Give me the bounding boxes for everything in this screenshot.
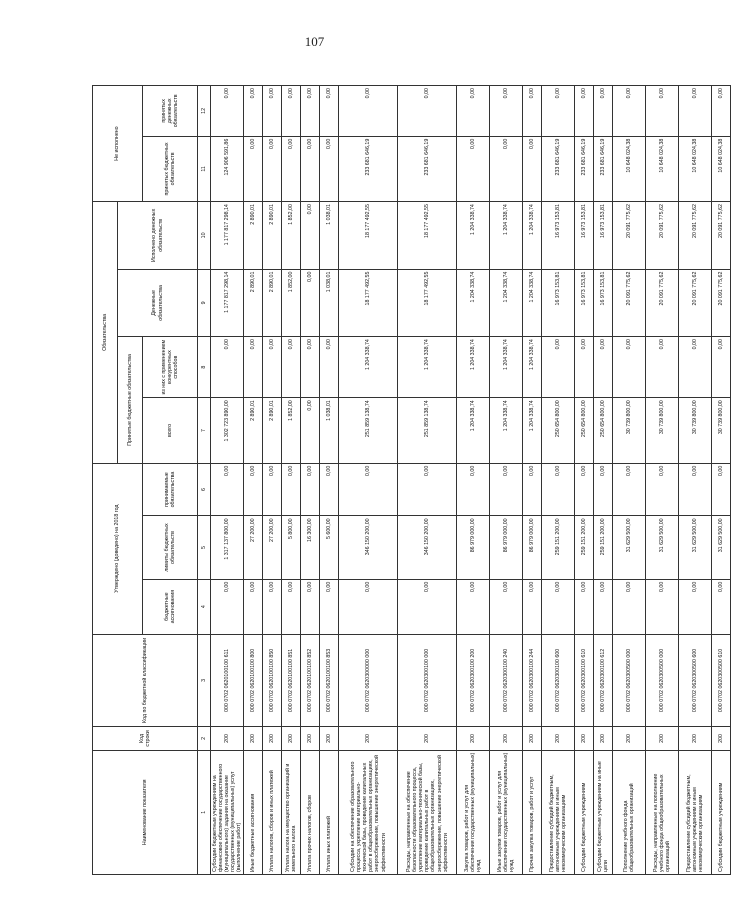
cell-competitive: 0,00 [575, 337, 594, 398]
report-table-wrapper [92, 85, 725, 875]
cell-not-executed-budget: 10 648 024,38 [646, 136, 679, 201]
row-classification: 000 0702 0620300100 000 [398, 634, 457, 727]
cell-competitive: 1 204 338,74 [398, 337, 457, 398]
cell-monetary: 2 890,01 [263, 269, 282, 337]
row-name: Закупка товаров, работ и услуг для обеспечения государственных (муниципальных) нужд [457, 750, 490, 874]
cell-not-executed-budget: 233 681 646,19 [594, 136, 613, 201]
cell-monetary: 0,00 [301, 269, 320, 337]
cell-total: 0,00 [301, 398, 320, 463]
row-name: Субсидии бюджетным учреждениям на финансовое обеспечение государственного (муниципального) задания на оказание государственных (муниципальных) услуг (выполнение работ) [211, 750, 244, 874]
cell-monetary: 1 204 338,74 [490, 269, 523, 337]
row-code: 200 [282, 727, 301, 750]
cell-budget-allocations: 0,00 [613, 579, 646, 634]
row-classification: 000 0702 0620100100 800 [244, 634, 263, 727]
cell-not-executed-budget: 0,00 [244, 136, 263, 201]
row-classification: 000 0702 0620100100 853 [320, 634, 339, 727]
row-code: 200 [244, 727, 263, 750]
cell-monetary: 1 204 338,74 [457, 269, 490, 337]
cell-accepted-obligations: 0,00 [301, 463, 320, 516]
row-name: Предоставление субсидий бюджетным, автономным учреждениям и иным некоммерческим организациям [542, 750, 575, 874]
cell-limits: 86 979 000,00 [490, 516, 523, 579]
cell-not-executed-monetary: 0,00 [490, 86, 523, 137]
header-accepted-budget-obl: принятых бюджетных обязательств [143, 136, 198, 201]
cell-not-executed-budget: 10 648 024,38 [613, 136, 646, 201]
cell-accepted-obligations: 0,00 [594, 463, 613, 516]
cell-competitive: 1 204 338,74 [339, 337, 398, 398]
row-name: Субсидии бюджетным учреждениям [575, 750, 594, 874]
row-classification: 000 0702 0620300500 000 [613, 634, 646, 727]
cell-not-executed-monetary: 0,00 [523, 86, 542, 137]
cell-competitive: 0,00 [244, 337, 263, 398]
cell-limits: 5 800,00 [282, 516, 301, 579]
cell-budget-allocations: 0,00 [282, 579, 301, 634]
table-body [211, 86, 731, 875]
cell-competitive: 0,00 [301, 337, 320, 398]
cell-execution: 18 177 492,55 [339, 202, 398, 270]
cell-not-executed-budget: 0,00 [523, 136, 542, 201]
cell-not-executed-monetary: 0,00 [679, 86, 712, 137]
rotated-table-container [92, 85, 725, 875]
cell-not-executed-budget: 233 681 646,19 [339, 136, 398, 201]
cell-competitive: 0,00 [263, 337, 282, 398]
column-number: 11 [198, 136, 211, 201]
cell-not-executed-monetary: 0,00 [339, 86, 398, 137]
table-row [282, 86, 301, 875]
cell-limits: 31 629 500,00 [646, 516, 679, 579]
column-number: 8 [198, 337, 211, 398]
cell-monetary: 1 204 338,74 [523, 269, 542, 337]
cell-execution: 16 973 153,81 [575, 202, 594, 270]
table-header [93, 86, 211, 875]
header-approved-group: Утверждено (доведено) на 2018 год [93, 463, 143, 634]
column-number-row [198, 86, 211, 875]
cell-accepted-obligations: 0,00 [613, 463, 646, 516]
cell-budget-allocations: 0,00 [211, 579, 244, 634]
row-classification: 000 0702 0620300500 000 [646, 634, 679, 727]
row-code: 200 [594, 727, 613, 750]
cell-not-executed-monetary: 0,00 [320, 86, 339, 137]
cell-accepted-obligations: 0,00 [490, 463, 523, 516]
cell-execution: 20 091 775,62 [679, 202, 712, 270]
page-number: 107 [304, 34, 325, 49]
cell-competitive: 0,00 [679, 337, 712, 398]
cell-not-executed-monetary: 0,00 [594, 86, 613, 137]
cell-accepted-obligations: 0,00 [282, 463, 301, 516]
cell-total: 250 654 800,00 [594, 398, 613, 463]
cell-total: 2 890,01 [244, 398, 263, 463]
cell-total: 250 654 800,00 [542, 398, 575, 463]
cell-budget-allocations: 0,00 [712, 579, 731, 634]
cell-budget-allocations: 0,00 [244, 579, 263, 634]
cell-competitive: 0,00 [320, 337, 339, 398]
row-classification: 000 0702 0620300100 200 [457, 634, 490, 727]
cell-limits: 346 150 200,00 [398, 516, 457, 579]
cell-budget-allocations: 0,00 [646, 579, 679, 634]
header-name: Наименование показателя [93, 750, 198, 874]
header-accepted-budget-group: Принятые бюджетные обязательства [118, 337, 143, 464]
row-classification: 000 0702 0620300100 240 [490, 634, 523, 727]
row-name: Расходы, направленные на пополнение учебного фонда общеобразовательных организаций [646, 750, 679, 874]
cell-execution: 20 091 775,62 [712, 202, 731, 270]
row-code: 200 [211, 727, 244, 750]
cell-accepted-obligations: 0,00 [457, 463, 490, 516]
column-number: 4 [198, 579, 211, 634]
cell-execution: 0,00 [301, 202, 320, 270]
row-name: Предоставление субсидий бюджетным, автономным учреждениям и иным некоммерческим организациям [679, 750, 712, 874]
cell-accepted-obligations: 0,00 [542, 463, 575, 516]
table-row [679, 86, 712, 875]
table-row [523, 86, 542, 875]
cell-budget-allocations: 0,00 [457, 579, 490, 634]
cell-execution: 16 973 153,81 [594, 202, 613, 270]
cell-not-executed-monetary: 0,00 [282, 86, 301, 137]
cell-not-executed-budget: 0,00 [301, 136, 320, 201]
column-number: 10 [198, 202, 211, 270]
cell-budget-allocations: 0,00 [301, 579, 320, 634]
cell-monetary: 16 973 153,81 [594, 269, 613, 337]
cell-total: 1 204 338,74 [457, 398, 490, 463]
cell-not-executed-monetary: 0,00 [457, 86, 490, 137]
table-row [244, 86, 263, 875]
column-number: 6 [198, 463, 211, 516]
cell-monetary: 16 973 153,81 [542, 269, 575, 337]
cell-total: 1 204 338,74 [490, 398, 523, 463]
row-name: Уплата налогов, сборов и иных платежей [263, 750, 282, 874]
cell-total: 1 852,00 [282, 398, 301, 463]
cell-monetary: 1 852,00 [282, 269, 301, 337]
header-total: всего [143, 398, 198, 463]
cell-monetary: 18 177 492,55 [398, 269, 457, 337]
table-row [575, 86, 594, 875]
cell-total: 2 890,01 [263, 398, 282, 463]
table-row [613, 86, 646, 875]
cell-not-executed-monetary: 0,00 [301, 86, 320, 137]
cell-not-executed-budget: 0,00 [263, 136, 282, 201]
cell-limits: 5 600,00 [320, 516, 339, 579]
cell-not-executed-monetary: 0,00 [613, 86, 646, 137]
row-classification: 000 0702 0620300500 610 [712, 634, 731, 727]
cell-budget-allocations: 0,00 [542, 579, 575, 634]
cell-accepted-obligations: 0,00 [263, 463, 282, 516]
cell-not-executed-budget: 0,00 [490, 136, 523, 201]
cell-not-executed-budget: 124 906 591,86 [211, 136, 244, 201]
cell-not-executed-budget: 10 648 024,38 [712, 136, 731, 201]
row-code: 200 [490, 727, 523, 750]
cell-budget-allocations: 0,00 [523, 579, 542, 634]
cell-competitive: 0,00 [542, 337, 575, 398]
cell-limits: 346 150 200,00 [339, 516, 398, 579]
row-code: 200 [679, 727, 712, 750]
cell-limits: 27 200,00 [244, 516, 263, 579]
table-row [320, 86, 339, 875]
cell-total: 250 654 800,00 [575, 398, 594, 463]
row-classification: 000 0702 0620300100 600 [542, 634, 575, 727]
cell-budget-allocations: 0,00 [339, 579, 398, 634]
table-row [646, 86, 679, 875]
cell-competitive: 0,00 [211, 337, 244, 398]
cell-accepted-obligations: 0,00 [320, 463, 339, 516]
header-classification: Код по бюджетной классификации [93, 634, 198, 727]
cell-execution: 16 973 153,81 [542, 202, 575, 270]
cell-competitive: 0,00 [613, 337, 646, 398]
cell-total: 1 204 338,74 [523, 398, 542, 463]
cell-limits: 31 629 500,00 [613, 516, 646, 579]
cell-monetary: 1 177 817 298,14 [211, 269, 244, 337]
cell-limits: 86 979 000,00 [523, 516, 542, 579]
cell-not-executed-monetary: 0,00 [712, 86, 731, 137]
cell-total: 30 739 800,00 [613, 398, 646, 463]
cell-not-executed-budget: 0,00 [457, 136, 490, 201]
cell-execution: 1 038,01 [320, 202, 339, 270]
cell-monetary: 18 177 492,55 [339, 269, 398, 337]
row-name: Субсидии на обеспечение образовательного процесса, укрепление материально-технической базы, проведение капитальных работ в общеобразовательных организациях, энергосбережение, повышение энергетической эффективности [339, 750, 398, 874]
cell-total: 30 739 800,00 [646, 398, 679, 463]
row-name: Расходы, направленные на обеспечение безопасности образовательного процесса, укрепление материально-технической базы, проведение капитальных работ в общеобразовательных организациях, энергосбережение, повышение энергетической эффективности [398, 750, 457, 874]
column-number: 9 [198, 269, 211, 337]
cell-not-executed-budget: 0,00 [282, 136, 301, 201]
cell-execution: 1 204 338,74 [457, 202, 490, 270]
row-name: Субсидии бюджетным учреждениям на иные цели [594, 750, 613, 874]
row-name: Иные закупки товаров, работ и услуг для обеспечения государственных (муниципальных) нужд [490, 750, 523, 874]
header-accepted-monetary-obl: принятых денежных обязательств [143, 86, 198, 137]
header-competitive: из них с применением конкурентных способов [143, 337, 198, 398]
row-code: 200 [542, 727, 575, 750]
cell-execution: 1 204 338,74 [490, 202, 523, 270]
cell-not-executed-monetary: 0,00 [244, 86, 263, 137]
cell-budget-allocations: 0,00 [679, 579, 712, 634]
table-row [301, 86, 320, 875]
cell-total: 30 739 800,00 [712, 398, 731, 463]
cell-not-executed-budget: 233 681 646,19 [542, 136, 575, 201]
cell-limits: 31 629 500,00 [679, 516, 712, 579]
table-row [263, 86, 282, 875]
table-row [457, 86, 490, 875]
cell-budget-allocations: 0,00 [398, 579, 457, 634]
row-code: 200 [301, 727, 320, 750]
row-code: 200 [398, 727, 457, 750]
table-row [211, 86, 244, 875]
cell-accepted-obligations: 0,00 [523, 463, 542, 516]
budget-execution-table [92, 85, 731, 875]
row-classification: 000 0702 0620100100 852 [301, 634, 320, 727]
cell-limits: 86 979 000,00 [457, 516, 490, 579]
table-row [398, 86, 457, 875]
cell-total: 30 739 800,00 [679, 398, 712, 463]
cell-execution: 1 177 817 298,14 [211, 202, 244, 270]
row-name: Иные бюджетные ассигнования [244, 750, 263, 874]
cell-competitive: 0,00 [646, 337, 679, 398]
cell-execution: 20 091 775,62 [613, 202, 646, 270]
column-number: 7 [198, 398, 211, 463]
row-code: 200 [320, 727, 339, 750]
cell-accepted-obligations: 0,00 [244, 463, 263, 516]
row-code: 200 [457, 727, 490, 750]
cell-monetary: 20 091 775,62 [712, 269, 731, 337]
cell-monetary: 16 973 153,81 [575, 269, 594, 337]
cell-accepted-obligations: 0,00 [339, 463, 398, 516]
cell-limits: 1 317 137 800,00 [211, 516, 244, 579]
cell-execution: 1 204 338,74 [523, 202, 542, 270]
cell-competitive: 1 204 338,74 [457, 337, 490, 398]
table-row [490, 86, 523, 875]
row-name: Уплата прочих налогов, сборов [301, 750, 320, 874]
cell-limits: 27 200,00 [263, 516, 282, 579]
cell-accepted-obligations: 0,00 [211, 463, 244, 516]
header-obligations-group: Обязательства [93, 202, 118, 464]
cell-budget-allocations: 0,00 [575, 579, 594, 634]
row-code: 200 [613, 727, 646, 750]
header-code: Код строки [93, 727, 198, 750]
cell-not-executed-budget: 10 648 024,38 [679, 136, 712, 201]
column-number: 12 [198, 86, 211, 137]
header-execution: Исполнено денежных обязательств [118, 202, 198, 270]
cell-monetary: 20 091 775,62 [679, 269, 712, 337]
cell-not-executed-monetary: 0,00 [646, 86, 679, 137]
row-code: 200 [712, 727, 731, 750]
cell-limits: 259 151 200,00 [594, 516, 613, 579]
row-classification: 000 0702 0620300100 610 [575, 634, 594, 727]
row-name: Уплата иных платежей [320, 750, 339, 874]
row-name: Субсидии бюджетным учреждениям [712, 750, 731, 874]
cell-budget-allocations: 0,00 [490, 579, 523, 634]
header-not-executed-group: Не исполнено [93, 86, 143, 202]
table-row [542, 86, 575, 875]
cell-monetary: 20 091 775,62 [646, 269, 679, 337]
cell-total: 251 859 138,74 [339, 398, 398, 463]
cell-execution: 18 177 492,55 [398, 202, 457, 270]
row-code: 200 [646, 727, 679, 750]
table-row [339, 86, 398, 875]
row-name: Уплата налога на имущество организаций и земельного налога [282, 750, 301, 874]
row-classification: 000 0702 0620300500 600 [679, 634, 712, 727]
cell-not-executed-budget: 233 681 646,19 [398, 136, 457, 201]
cell-monetary: 2 890,01 [244, 269, 263, 337]
cell-not-executed-budget: 233 681 646,19 [575, 136, 594, 201]
cell-total: 1 302 723 890,00 [211, 398, 244, 463]
cell-not-executed-monetary: 0,00 [575, 86, 594, 137]
column-number: 5 [198, 516, 211, 579]
cell-accepted-obligations: 0,00 [679, 463, 712, 516]
cell-budget-allocations: 0,00 [263, 579, 282, 634]
cell-accepted-obligations: 0,00 [646, 463, 679, 516]
cell-competitive: 0,00 [594, 337, 613, 398]
cell-accepted-obligations: 0,00 [398, 463, 457, 516]
cell-limits: 259 151 200,00 [542, 516, 575, 579]
row-classification: 000 0702 0620300000 000 [339, 634, 398, 727]
column-number: 1 [198, 750, 211, 874]
cell-not-executed-budget: 0,00 [320, 136, 339, 201]
row-code: 200 [339, 727, 398, 750]
cell-budget-allocations: 0,00 [320, 579, 339, 634]
row-name: Прочая закупка товаров, работ и услуг [523, 750, 542, 874]
cell-execution: 1 852,00 [282, 202, 301, 270]
cell-execution: 2 890,01 [263, 202, 282, 270]
cell-budget-allocations: 0,00 [594, 579, 613, 634]
cell-limits: 16 300,00 [301, 516, 320, 579]
cell-execution: 20 091 775,62 [646, 202, 679, 270]
cell-competitive: 1 204 338,74 [523, 337, 542, 398]
row-classification: 000 0702 0620100100 851 [282, 634, 301, 727]
row-name: Пополнение учебного фонда общеобразовательных организаций [613, 750, 646, 874]
cell-monetary: 1 038,01 [320, 269, 339, 337]
column-number: 3 [198, 634, 211, 727]
row-code: 200 [263, 727, 282, 750]
header-budget-allocations: бюджетные ассигнования [143, 579, 198, 634]
cell-total: 251 859 138,74 [398, 398, 457, 463]
row-classification: 000 0702 0620300100 612 [594, 634, 613, 727]
cell-limits: 31 629 500,00 [712, 516, 731, 579]
row-classification: 000 0702 0620300100 244 [523, 634, 542, 727]
cell-total: 1 038,01 [320, 398, 339, 463]
cell-competitive: 0,00 [712, 337, 731, 398]
cell-accepted-obligations: 0,00 [575, 463, 594, 516]
cell-not-executed-monetary: 0,00 [263, 86, 282, 137]
cell-execution: 2 890,01 [244, 202, 263, 270]
cell-competitive: 0,00 [282, 337, 301, 398]
cell-monetary: 20 091 775,62 [613, 269, 646, 337]
cell-not-executed-monetary: 0,00 [398, 86, 457, 137]
header-monetary: Денежные обязательства [118, 269, 198, 337]
cell-not-executed-monetary: 0,00 [211, 86, 244, 137]
cell-competitive: 1 204 338,74 [490, 337, 523, 398]
row-code: 200 [523, 727, 542, 750]
header-limits: лимиты бюджетных обязательств [143, 516, 198, 579]
cell-accepted-obligations: 0,00 [712, 463, 731, 516]
table-row [712, 86, 731, 875]
table-row [594, 86, 613, 875]
row-classification: 000 0702 0620100100 611 [211, 634, 244, 727]
row-classification: 000 0702 0620100100 850 [263, 634, 282, 727]
cell-not-executed-monetary: 0,00 [542, 86, 575, 137]
cell-limits: 259 151 200,00 [575, 516, 594, 579]
header-accepted-obligations: принимаемые обязательства [143, 463, 198, 516]
row-code: 200 [575, 727, 594, 750]
column-number: 2 [198, 727, 211, 750]
